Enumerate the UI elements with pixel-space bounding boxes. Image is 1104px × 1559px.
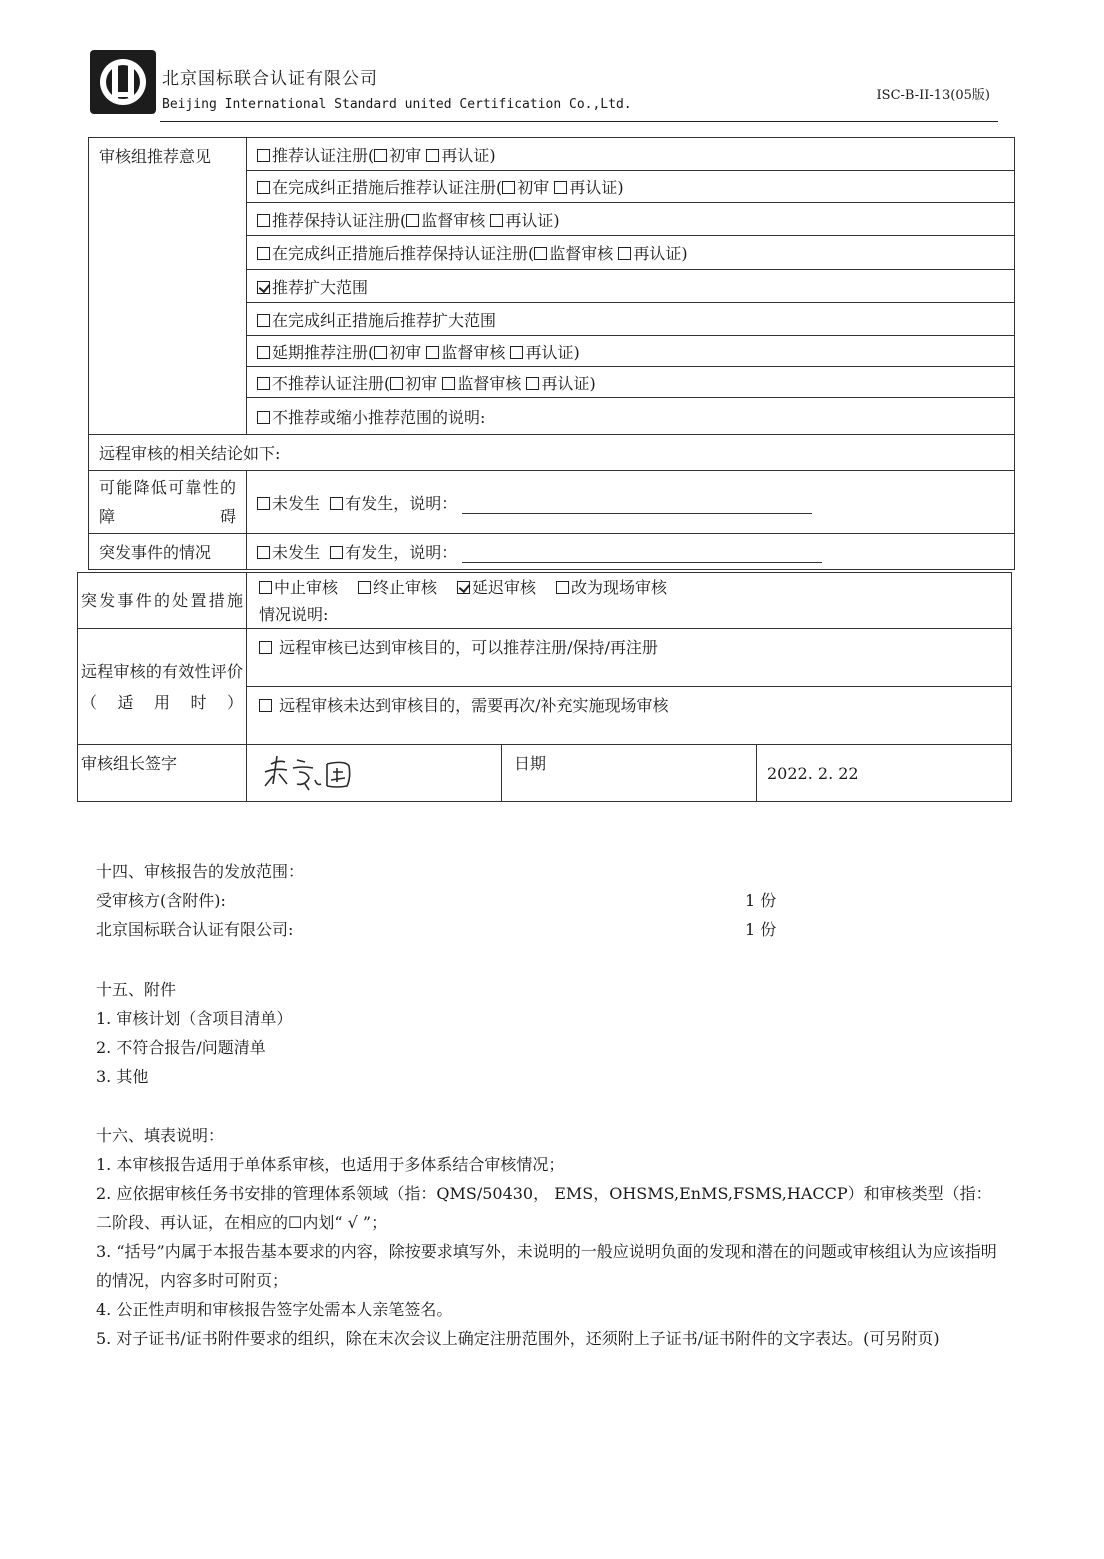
handling-option-3 [457, 578, 536, 597]
emergency-value [247, 534, 1015, 570]
recommend-option-8-label: 不推荐认证注册( [272, 373, 391, 393]
recommend-option-7-sub-3-label: 再认证) [525, 342, 580, 362]
recommend-option-3-sub-2-checkbox[interactable] [490, 214, 503, 227]
section15-title: 十五、附件 [96, 980, 177, 999]
instruction-note-4: 4. 公正性声明和审核报告签字处需本人亲笔签名。 [96, 1300, 453, 1319]
recommend-option-8-sub-1-checkbox[interactable] [390, 377, 403, 390]
recommend-option-4 [247, 236, 1015, 270]
handling-value [247, 573, 1012, 629]
handling-label [78, 573, 247, 629]
recommend-option-7-label: 延期推荐注册( [272, 342, 375, 362]
remote-conclusion-heading: 远程审核的相关结论如下: [89, 435, 1015, 471]
company-name-cn: 北京国标联合认证有限公司 [162, 69, 378, 89]
recommend-option-8-checkbox[interactable] [257, 377, 270, 390]
handling-option-2-checkbox[interactable] [358, 581, 371, 594]
recommend-option-7-checkbox[interactable] [257, 346, 270, 359]
recommend-option-8-sub-1-label: 初审 [405, 373, 438, 393]
recommend-option-1 [247, 138, 1015, 171]
risk-value [247, 471, 1015, 534]
recommend-option-4-sub-1-checkbox[interactable] [534, 247, 547, 260]
handling-option-2-label: 终止审核 [373, 577, 438, 597]
recommend-option-3-label: 推荐保持认证注册( [272, 210, 407, 230]
recommend-label: 审核组推荐意见 [89, 138, 247, 435]
recommend-option-6-checkbox[interactable] [257, 314, 270, 327]
recommend-option-2 [247, 171, 1015, 203]
effectiveness-achieved-label: 远程审核已达到审核目的，可以推荐注册/保持/再注册 [279, 638, 658, 657]
risk-label-text: 可能降低可靠性的障碍 [99, 478, 236, 526]
handling-row [78, 573, 1012, 629]
recommend-option-2-sub-1-checkbox[interactable] [502, 181, 515, 194]
recommend-option-3-checkbox[interactable] [257, 214, 270, 227]
effectiveness-row-1 [78, 629, 1012, 687]
company-logo-icon [88, 48, 158, 116]
effectiveness-achieved-checkbox[interactable] [259, 641, 272, 654]
emergency-row [89, 534, 1015, 570]
handling-option-1 [259, 578, 338, 597]
attachment-item-2: 2. 不符合报告/问题清单 [96, 1038, 266, 1057]
recommend-option-8-sub-2-label: 监督审核 [457, 373, 522, 393]
effectiveness-option-2 [247, 687, 1012, 745]
attachment-item-1: 1. 审核计划（含项目清单） [96, 1009, 293, 1028]
recommend-option-3-sub-1-label: 监督审核 [421, 210, 486, 230]
recommend-option-4-label: 在完成纠正措施后推荐保持认证注册( [272, 244, 535, 263]
recommend-option-4-checkbox[interactable] [257, 247, 270, 260]
emergency-label: 突发事件的情况 [89, 534, 247, 570]
instruction-note-1: 1. 本审核报告适用于单体系审核，也适用于多体系结合审核情况； [96, 1155, 565, 1174]
section16-title: 十六、填表说明： [96, 1126, 225, 1145]
risk-row [89, 471, 1015, 534]
recommend-option-7-sub-1-checkbox[interactable] [374, 346, 387, 359]
risk-occurred-label: 有发生，说明： [345, 493, 458, 513]
recommend-option-8-sub-3-checkbox[interactable] [526, 377, 539, 390]
attachment-item-3: 3. 其他 [96, 1067, 149, 1086]
signature-label: 审核组长签字 [78, 745, 247, 802]
header-divider [160, 121, 998, 122]
handling-label-text: 突发事件的处置措施 [81, 591, 243, 610]
recommend-option-4-sub-2-label: 再认证) [633, 244, 688, 263]
recommend-option-2-sub-1-label: 初审 [517, 178, 550, 197]
recommend-option-4-sub-1-label: 监督审核 [549, 244, 614, 263]
recommend-option-2-checkbox[interactable] [257, 181, 270, 194]
handling-option-1-label: 中止审核 [274, 577, 339, 597]
emergency-description-field[interactable] [462, 547, 822, 563]
recommend-option-3-sub-2-label: 再认证) [505, 210, 560, 230]
document-code: ISC-B-II-13(05版) [876, 88, 990, 103]
recommend-option-2-sub-2-label: 再认证) [569, 178, 624, 197]
distribution-qty-2: 1 份 [745, 920, 777, 939]
effectiveness-option-1 [247, 629, 1012, 687]
instruction-note-2: 2. 应依据审核任务书安排的管理体系领域（指：QMS/50430， EMS，OHSMS,EnMS,FSMS,HACCP）和审核类型（指：二阶段、再认证，在相应的☐内划“ √ ”； [96, 1184, 992, 1232]
recommend-option-5-checkbox[interactable] [257, 281, 270, 294]
emergency-not-occurred-label: 未发生 [272, 543, 321, 562]
recommendation-table [88, 137, 1015, 570]
handling-option-3-label: 延迟审核 [472, 577, 537, 597]
distribution-recipient-2: 北京国标联合认证有限公司: [96, 920, 294, 939]
handling-option-4-label: 改为现场审核 [571, 577, 668, 597]
risk-not-occurred-checkbox[interactable] [257, 497, 270, 510]
date-label: 日期 [502, 745, 757, 802]
recommend-row [89, 138, 1015, 171]
recommend-option-1-sub-2-label: 再认证) [441, 145, 496, 165]
recommend-option-2-sub-2-checkbox[interactable] [554, 181, 567, 194]
recommend-option-1-sub-1-label: 初审 [389, 145, 422, 165]
emergency-occurred-checkbox[interactable] [330, 546, 343, 559]
effectiveness-label-text: 远程审核的有效性评价（适用时） [81, 661, 243, 712]
recommend-option-6-label: 在完成纠正措施后推荐扩大范围 [272, 310, 497, 330]
handling-option-4-checkbox[interactable] [556, 581, 569, 594]
effectiveness-label [78, 629, 247, 745]
risk-label [89, 471, 247, 534]
company-name-en: Beijing International Standard united Certification Co.,Ltd. [162, 97, 632, 112]
recommend-option-7-sub-1-label: 初审 [389, 342, 422, 362]
recommend-option-7-sub-3-checkbox[interactable] [510, 346, 523, 359]
risk-not-occurred-label: 未发生 [272, 493, 321, 513]
distribution-recipient-1: 受审核方(含附件): [96, 891, 226, 910]
distribution-qty-1: 1 份 [745, 891, 777, 910]
recommend-option-3-sub-1-checkbox[interactable] [406, 214, 419, 227]
page-header [88, 44, 998, 124]
handling-note: 情况说明: [259, 604, 329, 624]
handling-option-1-checkbox[interactable] [259, 581, 272, 594]
form-instructions [96, 1121, 998, 1353]
recommend-option-5 [247, 270, 1015, 303]
recommend-option-6 [247, 303, 1015, 336]
signature-date: 2022. 2. 22 [757, 745, 1012, 802]
risk-description-field[interactable] [462, 498, 812, 514]
signature-cell [247, 745, 502, 802]
recommend-option-7 [247, 336, 1015, 367]
recommend-option-1-checkbox[interactable] [257, 149, 270, 162]
recommend-option-4-sub-2-checkbox[interactable] [618, 247, 631, 260]
recommend-option-9 [247, 398, 1015, 435]
recommend-option-8-sub-3-label: 再认证) [541, 373, 596, 393]
handling-option-4 [556, 578, 667, 597]
handling-option-2 [358, 578, 437, 597]
evaluation-table [77, 572, 1012, 802]
handling-options [259, 574, 999, 601]
signature-row [78, 745, 1012, 802]
instruction-note-5: 5. 对子证书/证书附件要求的组织，除在末次会议上确定注册范围外，还须附上子证书/证书附件的文字表达。(可另附页) [96, 1329, 940, 1348]
effectiveness-not-achieved-label: 远程审核未达到审核目的，需要再次/补充实施现场审核 [279, 696, 669, 715]
recommend-option-7-sub-2-label: 监督审核 [441, 342, 506, 362]
emergency-not-occurred-checkbox[interactable] [257, 546, 270, 559]
risk-occurred-checkbox[interactable] [330, 497, 343, 510]
recommend-option-9-checkbox[interactable] [257, 411, 270, 424]
effectiveness-not-achieved-checkbox[interactable] [259, 699, 272, 712]
recommend-option-8-sub-2-checkbox[interactable] [442, 377, 455, 390]
recommend-option-5-label: 推荐扩大范围 [272, 277, 369, 297]
recommend-option-1-sub-1-checkbox[interactable] [374, 149, 387, 162]
handling-option-3-checkbox[interactable] [457, 581, 470, 594]
conclusion-row [89, 435, 1015, 471]
instruction-note-3: 3. “括号”内属于本报告基本要求的内容，除按要求填写外，未说明的一般应说明负面的发现和潜在的问题或审核组认为应该指明的情况，内容多时可附页； [96, 1242, 997, 1290]
section14-title: 十四、审核报告的发放范围： [96, 862, 305, 881]
recommend-option-7-sub-2-checkbox[interactable] [426, 346, 439, 359]
recommend-option-3 [247, 203, 1015, 236]
recommend-option-9-label: 不推荐或缩小推荐范围的说明: [272, 407, 486, 427]
signature-image [257, 750, 377, 792]
recommend-option-8 [247, 367, 1015, 398]
emergency-occurred-label: 有发生，说明： [345, 543, 458, 562]
recommend-option-2-label: 在完成纠正措施后推荐认证注册( [272, 178, 503, 197]
recommend-option-1-sub-2-checkbox[interactable] [426, 149, 439, 162]
recommend-option-1-label: 推荐认证注册( [272, 145, 375, 165]
